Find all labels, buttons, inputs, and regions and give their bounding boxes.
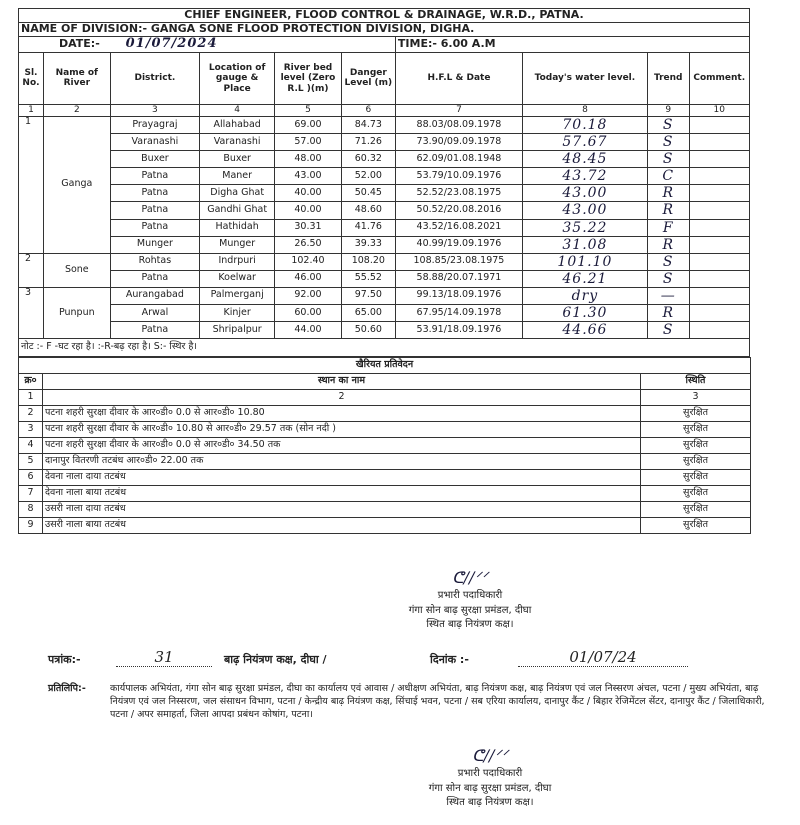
river-sl-no: 1 [19,116,44,253]
safety-place: पटना शहरी सुरक्षा दीवार के आर०डी० 0.0 से आर०डी० 34.50 तक [43,438,641,454]
ref-office: बाढ़ नियंत्रण कक्ष, दीघा / [224,653,327,666]
safety-status: सुरक्षित [641,486,751,502]
danger-level-cell: 97.50 [341,287,395,304]
trend-cell: S [647,151,689,168]
water-level-table [18,8,750,357]
trend-cell: S [647,322,689,339]
comment-cell [689,287,749,304]
safety-sl: 3 [19,422,43,438]
table-row [19,116,750,133]
district-cell: Arwal [110,304,200,321]
district-cell: Prayagraj [110,116,200,133]
comment-cell [689,185,749,202]
gauge-location-cell: Indrpuri [200,253,275,270]
bed-level-cell: 44.00 [275,322,342,339]
ref-label: पत्रांक:- [48,653,81,666]
signature-block-2 [380,744,600,811]
water-level-cell: 43.00 [522,202,647,219]
danger-level-cell: 65.00 [341,304,395,321]
water-level-cell: 61.30 [522,304,647,321]
comment-cell [689,236,749,253]
column-header-2: Name of River [43,52,110,104]
safety-row [19,502,751,518]
table-row [19,236,750,253]
division-name: NAME OF DIVISION:- GANGA SONE FLOOD PROTECTION DIVISION, DIGHA. [19,23,750,37]
bed-level-cell: 48.00 [275,151,342,168]
date-value: 01/07/2024 [125,36,218,51]
district-cell: Rohtas [110,253,200,270]
table-row [19,134,750,151]
water-level-cell: 43.72 [522,168,647,185]
report-time: TIME:- 6.00 A.M [395,37,749,53]
trend-cell: F [647,219,689,236]
column-header-3: District. [110,52,200,104]
column-number-8: 8 [522,104,647,116]
safety-place: देवना नाला दाया तटबंध [43,470,641,486]
safety-row [19,422,751,438]
bed-level-cell: 57.00 [275,134,342,151]
safety-sl: 4 [19,438,43,454]
trend-cell: R [647,185,689,202]
safety-row [19,454,751,470]
sig1-office: स्थित बाढ़ नियंत्रण कक्ष। [426,619,514,631]
safety-status: सुरक्षित [641,454,751,470]
safety-num-2: 2 [43,390,641,406]
gauge-location-cell: Munger [200,236,275,253]
safety-row [19,486,751,502]
trend-cell: S [647,116,689,133]
table-row [19,151,750,168]
safety-num-1: 1 [19,390,43,406]
water-level-cell: 70.18 [522,116,647,133]
office-title: CHIEF ENGINEER, FLOOD CONTROL & DRAINAGE, W.R.D., PATNA. [19,9,750,23]
hfl-cell: 52.52/23.08.1975 [395,185,522,202]
gauge-location-cell: Koelwar [200,270,275,287]
water-level-cell: 43.00 [522,185,647,202]
safety-sl: 5 [19,454,43,470]
hfl-cell: 58.88/20.07.1971 [395,270,522,287]
water-level-cell: 48.45 [522,151,647,168]
hfl-cell: 43.52/16.08.2021 [395,219,522,236]
trend-cell: R [647,202,689,219]
gauge-location-cell: Shripalpur [200,322,275,339]
water-level-cell: 35.22 [522,219,647,236]
safety-sl: 9 [19,518,43,534]
comment-cell [689,168,749,185]
copy-to-section [48,683,768,721]
safety-row [19,438,751,454]
hfl-cell: 73.90/09.09.1978 [395,134,522,151]
gauge-location-cell: Hathidah [200,219,275,236]
signature-block-1 [360,566,580,633]
hfl-cell: 99.13/18.09.1976 [395,287,522,304]
safety-col-sl: क्र० [19,374,43,390]
bed-level-cell: 60.00 [275,304,342,321]
trend-cell: — [647,287,689,304]
ref-date: 01/07/24 [569,648,637,666]
sig2-office: स्थित बाढ़ नियंत्रण कक्ष। [446,797,534,809]
hfl-cell: 40.99/19.09.1976 [395,236,522,253]
column-number-5: 5 [275,104,342,116]
column-header-9: Trend [647,52,689,104]
water-level-cell: 57.67 [522,134,647,151]
column-header-row [19,52,750,104]
comment-cell [689,116,749,133]
trend-cell: R [647,304,689,321]
date-label: DATE:- [59,37,100,50]
bed-level-cell: 26.50 [275,236,342,253]
bed-level-cell: 43.00 [275,168,342,185]
water-level-cell: 44.66 [522,322,647,339]
danger-level-cell: 50.45 [341,185,395,202]
bed-level-cell: 102.40 [275,253,342,270]
comment-cell [689,151,749,168]
trend-cell: R [647,236,689,253]
safety-status: सुरक्षित [641,470,751,486]
column-header-5: River bed level (Zero R.L )(m) [275,52,342,104]
column-header-10: Comment. [689,52,749,104]
district-cell: Patna [110,168,200,185]
gauge-location-cell: Allahabad [200,116,275,133]
safety-place: दानापुर वितरणी तटबंध आर०डी० 22.00 तक [43,454,641,470]
safety-place: पटना शहरी सुरक्षा दीवार के आर०डी० 0.0 से आर०डी० 10.80 [43,406,641,422]
safety-place: पटना शहरी सुरक्षा दीवार के आर०डी० 10.80 से आर०डी० 29.57 तक (सोन नदी ) [43,422,641,438]
comment-cell [689,134,749,151]
safety-row [19,518,751,534]
safety-report-table [18,357,751,534]
copy-label: प्रतिलिपि:- [48,683,86,694]
safety-status: सुरक्षित [641,422,751,438]
river-name: Sone [43,253,110,287]
river-sl-no: 2 [19,253,44,287]
bed-level-cell: 46.00 [275,270,342,287]
hfl-cell: 67.95/14.09.1978 [395,304,522,321]
gauge-location-cell: Maner [200,168,275,185]
column-number-row [19,104,750,116]
ref-number: 31 [154,648,174,666]
comment-cell [689,219,749,236]
bed-level-cell: 30.31 [275,219,342,236]
hfl-cell: 62.09/01.08.1948 [395,151,522,168]
hfl-cell: 53.91/18.09.1976 [395,322,522,339]
river-name: Punpun [43,287,110,338]
signature-scribble-1: ᕦ∕∕ᐟᐟ [451,568,488,587]
copy-recipients: कार्यपालक अभियंता, गंगा सोन बाढ़ सुरक्षा प्रमंडल, दीघा का कार्यालय एवं आवास / अधीक्षण अभियंता, बाढ़ नियंत्रण कक्ष, बाढ़ नियंत्रण एवं जल निस्सरण अंचल, पटना / मुख्य अभियंता, बाढ़ नियंत्रण एवं जल निस्सरण, जल संसाधन विभाग, पटना / केन्द्रीय बाढ़ नियंत्रण कक्ष, सिंचाई भवन, पटना / सब एरिया कार्यालय, दानापुर कैंट / बिहार रेजिमेंटल सेंटर, दानापुर कैंट / जिलाधिकारी, पटना / अपर समाहर्ता, जिला आपदा प्रबंधन कोषांग, पटना। [110,683,765,720]
district-cell: Munger [110,236,200,253]
district-cell: Patna [110,219,200,236]
column-number-10: 10 [689,104,749,116]
water-level-cell: 46.21 [522,270,647,287]
water-level-cell: 31.08 [522,236,647,253]
comment-cell [689,304,749,321]
gauge-location-cell: Buxer [200,151,275,168]
safety-title: खैरियत प्रतिवेदन [19,358,751,374]
safety-status: सुरक्षित [641,406,751,422]
column-number-3: 3 [110,104,200,116]
column-header-1: Sl. No. [19,52,44,104]
column-number-4: 4 [200,104,275,116]
district-cell: Buxer [110,151,200,168]
table-row [19,168,750,185]
safety-place: उसरी नाला दाया तटबंध [43,502,641,518]
trend-cell: S [647,134,689,151]
signature-scribble-2: ᕦ∕∕ᐟᐟ [471,746,508,765]
column-header-4: Location of gauge & Place [200,52,275,104]
sig2-designation: प्रभारी पदाधिकारी [457,768,523,780]
safety-row [19,470,751,486]
district-cell: Patna [110,270,200,287]
column-number-7: 7 [395,104,522,116]
danger-level-cell: 60.32 [341,151,395,168]
safety-sl: 2 [19,406,43,422]
trend-note: नोट :- F -घट रहा है। :-R-बढ़ रहा है। S:- स्थिर है। [19,339,750,357]
hfl-cell: 50.52/20.08.2016 [395,202,522,219]
water-level-cell: dry [522,287,647,304]
comment-cell [689,270,749,287]
ref-date-label: दिनांक :- [430,653,469,666]
bed-level-cell: 69.00 [275,116,342,133]
flood-report-sheet [18,8,750,534]
safety-place: उसरी नाला बाया तटबंध [43,518,641,534]
trend-cell: C [647,168,689,185]
safety-num-3: 3 [641,390,751,406]
gauge-location-cell: Varanashi [200,134,275,151]
gauge-location-cell: Palmerganj [200,287,275,304]
danger-level-cell: 55.52 [341,270,395,287]
danger-level-cell: 108.20 [341,253,395,270]
danger-level-cell: 84.73 [341,116,395,133]
column-number-2: 2 [43,104,110,116]
river-sl-no: 3 [19,287,44,338]
table-row [19,219,750,236]
safety-sl: 8 [19,502,43,518]
column-number-9: 9 [647,104,689,116]
danger-level-cell: 71.26 [341,134,395,151]
column-header-7: H.F.L & Date [395,52,522,104]
district-cell: Varanashi [110,134,200,151]
table-row [19,287,750,304]
district-cell: Patna [110,322,200,339]
river-name: Ganga [43,116,110,253]
comment-cell [689,253,749,270]
safety-sl: 6 [19,470,43,486]
table-row [19,304,750,321]
trend-cell: S [647,253,689,270]
gauge-location-cell: Gandhi Ghat [200,202,275,219]
safety-sl: 7 [19,486,43,502]
table-row [19,322,750,339]
table-row [19,270,750,287]
gauge-location-cell: Digha Ghat [200,185,275,202]
danger-level-cell: 39.33 [341,236,395,253]
table-row [19,253,750,270]
trend-cell: S [647,270,689,287]
safety-status: सुरक्षित [641,438,751,454]
safety-col-place: स्थान का नाम [43,374,641,390]
bed-level-cell: 92.00 [275,287,342,304]
sig1-division: गंगा सोन बाढ़ सुरक्षा प्रमंडल, दीघा [408,604,532,616]
gauge-location-cell: Kinjer [200,304,275,321]
comment-cell [689,322,749,339]
danger-level-cell: 48.60 [341,202,395,219]
table-row [19,202,750,219]
safety-row [19,406,751,422]
district-cell: Patna [110,185,200,202]
safety-place: देवना नाला बाया तटबंध [43,486,641,502]
danger-level-cell: 41.76 [341,219,395,236]
danger-level-cell: 50.60 [341,322,395,339]
district-cell: Aurangabad [110,287,200,304]
safety-col-status: स्थिति [641,374,751,390]
sig1-designation: प्रभारी पदाधिकारी [437,590,503,602]
hfl-cell: 88.03/08.09.1978 [395,116,522,133]
comment-cell [689,202,749,219]
safety-status: सुरक्षित [641,502,751,518]
safety-status: सुरक्षित [641,518,751,534]
danger-level-cell: 52.00 [341,168,395,185]
sig2-division: गंगा सोन बाढ़ सुरक्षा प्रमंडल, दीघा [428,782,552,794]
column-number-1: 1 [19,104,44,116]
hfl-cell: 108.85/23.08.1975 [395,253,522,270]
hfl-cell: 53.79/10.09.1976 [395,168,522,185]
column-header-8: Today's water level. [522,52,647,104]
bed-level-cell: 40.00 [275,202,342,219]
water-level-cell: 101.10 [522,253,647,270]
district-cell: Patna [110,202,200,219]
column-header-6: Danger Level (m) [341,52,395,104]
table-row [19,185,750,202]
column-number-6: 6 [341,104,395,116]
report-date [19,37,396,53]
bed-level-cell: 40.00 [275,185,342,202]
